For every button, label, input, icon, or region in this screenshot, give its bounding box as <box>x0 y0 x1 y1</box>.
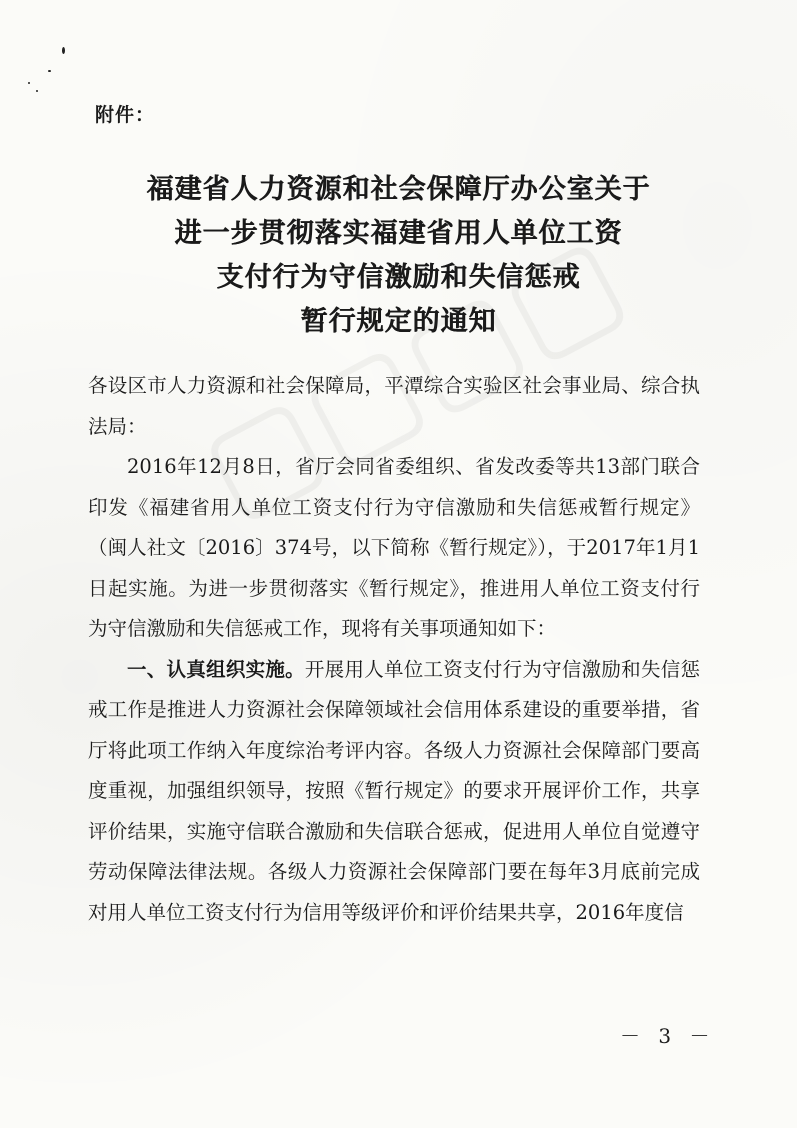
scan-speck <box>62 47 65 54</box>
scan-speck <box>28 82 30 84</box>
section-1-text: 开展用人单位工资支付行为守信激励和失信惩戒工作是推进人力资源社会保障领域社会信用体系建设的重要举措，省厅将此项工作纳入年度综治考评内容。各级人力资源社会保障部门要高度重视，加强组织领导，按照《暂行规定》的要求开展评价工作，共享评价结果，实施守信联合激励和失信联合惩戒，促进用人单位自觉遵守劳动保障法律法规。各级人力资源社会保障部门要在每年3月底前完成对用人单位工资支付行为信用等级评价和评价结果共享，2016年度信 <box>88 657 700 924</box>
attachment-label: 附件： <box>95 104 156 126</box>
title-line-3: 支付行为守信激励和失信惩戒 <box>216 262 581 293</box>
section-1-heading: 一、认真组织实施。 <box>127 657 305 681</box>
scan-speck <box>36 90 38 92</box>
document-body <box>88 366 700 933</box>
scan-speck <box>48 70 51 72</box>
paragraph-intro: 2016年12月8日，省厅会同省委组织、省发改委等共13部门联合印发《福建省用人单位工资支付行为守信激励和失信惩戒暂行规定》（闽人社文〔2016〕374号，以下简称《暂行规定》），于2017年1月1日起实施。为进一步贯彻落实《暂行规定》，推进用人单位工资支付行为守信激励和失信惩戒工作，现将有关事项通知如下： <box>88 455 700 640</box>
title-line-1: 福建省人力资源和社会保障厅办公室关于 <box>146 174 651 205</box>
page-number: － 3 － <box>620 1024 716 1048</box>
section-1 <box>88 650 700 934</box>
title-line-2: 进一步贯彻落实福建省用人单位工资 <box>174 218 623 249</box>
title-line-4: 暂行规定的通知 <box>300 306 497 337</box>
addressee: 各设区市人力资源和社会保障局，平潭综合实验区社会事业局、综合执法局： <box>88 374 700 438</box>
document-title <box>0 168 797 344</box>
